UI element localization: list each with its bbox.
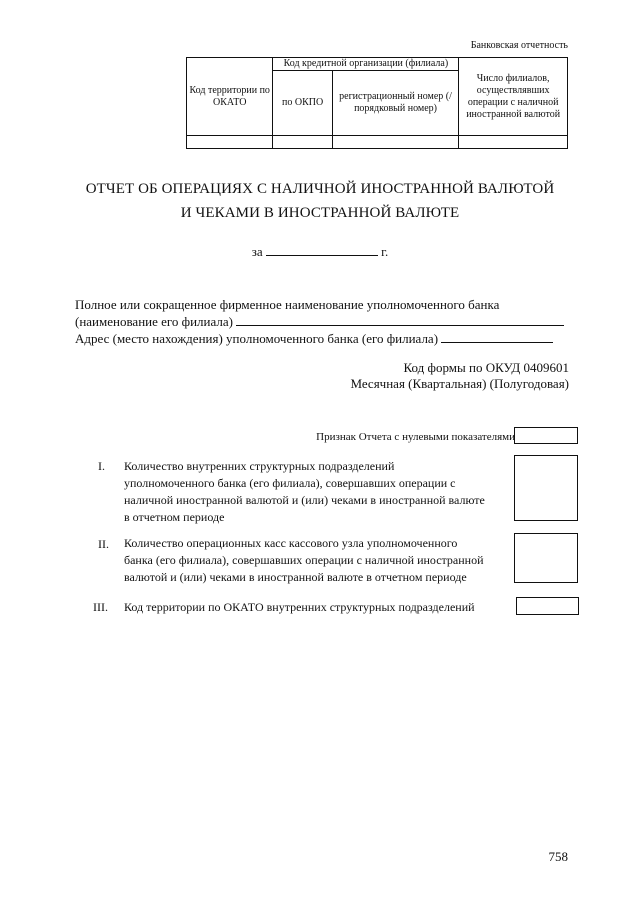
period-field[interactable] bbox=[266, 243, 378, 256]
address-label: Адрес (место нахождения) уполномоченного банка (его филиала) bbox=[75, 331, 439, 346]
item-3-text: Код территории по ОКАТО внутренних структурных подразделений bbox=[124, 600, 475, 614]
okato-header: Код территории по ОКАТО bbox=[187, 58, 273, 136]
report-title-line2: И ЧЕКАМИ В ИНОСТРАННОЙ ВАЛЮТЕ bbox=[180, 205, 460, 221]
okpo-cell[interactable] bbox=[273, 136, 332, 149]
credit-org-code-header: Код кредитной организации (филиала) bbox=[273, 58, 459, 71]
report-title-line1: ОТЧЕТ ОБ ОПЕРАЦИЯХ С НАЛИЧНОЙ ИНОСТРАННОЙ ВАЛЮТОЙ bbox=[85, 181, 555, 197]
period-suffix: г. bbox=[381, 244, 389, 259]
item-1-value-box[interactable] bbox=[514, 455, 578, 521]
report-period bbox=[0, 243, 640, 260]
item-3-value-box[interactable] bbox=[516, 597, 579, 615]
item-2-value-box[interactable] bbox=[514, 533, 578, 583]
zero-indicator-label: Признак Отчета с нулевыми показателями bbox=[316, 431, 515, 443]
okud-form-code: Код формы по ОКУД 0409601 bbox=[403, 360, 569, 375]
branches-count-header: Число филиалов, осуществлявших операции с наличной иностранной валютой bbox=[459, 58, 568, 136]
address-field[interactable] bbox=[441, 330, 553, 343]
okato-cell[interactable] bbox=[187, 136, 273, 149]
item-1-number: I. bbox=[98, 459, 105, 473]
page-number: 758 bbox=[548, 849, 568, 864]
item-1-text: Количество внутренних структурных подразделений уполномоченного банка (его филиала), совершавших операции с наличной иностранной валютой и (или) чеками в иностранной валюте в отчетном периоде bbox=[124, 459, 485, 524]
item-2-number: II. bbox=[98, 537, 109, 551]
report-periodicity: Месячная (Квартальная) (Полугодовая) bbox=[350, 376, 569, 391]
branches-count-cell[interactable] bbox=[459, 136, 568, 149]
organization-codes-table bbox=[186, 57, 568, 149]
item-2-text: Количество операционных касс кассового узла уполномоченного банка (его филиала), совершавших операции с наличной иностранной валютой и (или) чеками в иностранной валюте в отчетном периоде bbox=[124, 536, 484, 584]
zero-indicator-box[interactable] bbox=[514, 427, 578, 444]
okpo-header: по ОКПО bbox=[273, 71, 332, 136]
reg-number-header: регистрационный номер (/порядковый номер) bbox=[332, 71, 459, 136]
period-prefix: за bbox=[251, 244, 263, 259]
bank-name-field[interactable] bbox=[236, 313, 564, 326]
reporting-type-note: Банковская отчетность bbox=[470, 40, 568, 51]
bank-info bbox=[75, 297, 575, 347]
item-3-number: III. bbox=[93, 600, 108, 614]
bank-name-label: Полное или сокращенное фирменное наименование уполномоченного банка bbox=[75, 297, 500, 312]
reg-number-cell[interactable] bbox=[332, 136, 459, 149]
branch-name-label: (наименование его филиала) bbox=[75, 314, 233, 329]
